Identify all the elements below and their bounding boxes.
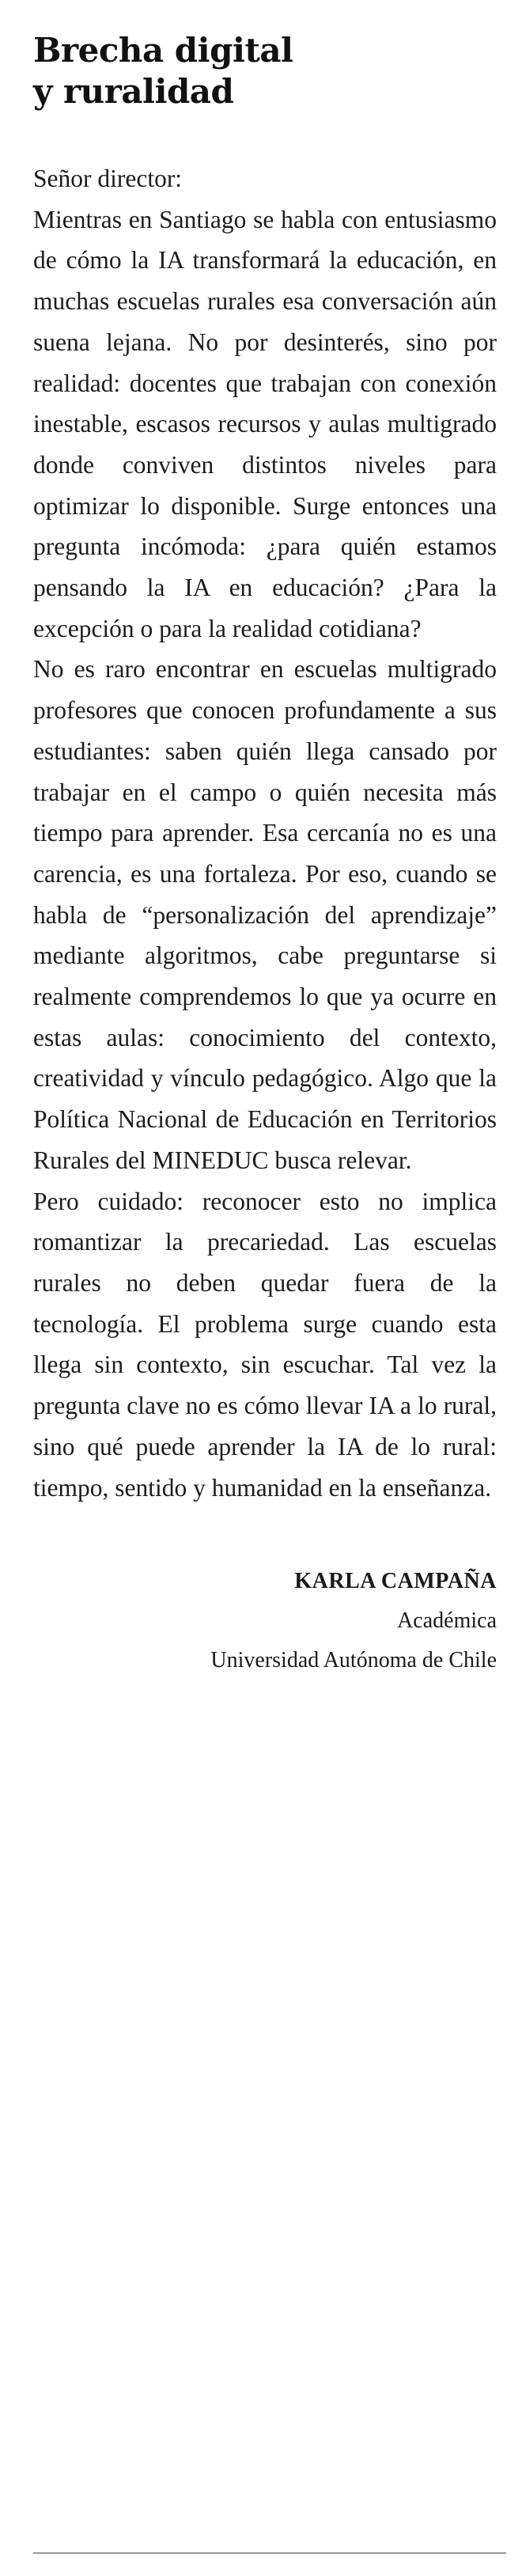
author-role: Académica [397, 1608, 497, 1634]
letter-title [33, 30, 497, 112]
bottom-divider [33, 2552, 506, 2554]
signature-block [33, 1562, 497, 1680]
salutation: Señor director: [33, 165, 183, 192]
paragraph-1: Mientras en Santiago se habla con entusiasmo de cómo la IA transformará la educación, en muchas escuelas rurales esa conversación aún suena lejana. No por desinterés, sino por realidad: docentes que trabajan con conexión inestable, escasos recursos y aulas multigrado donde conviven distintos niveles para optimizar lo disponible. Surge entonces una pregunta incómoda: ¿para quién estamos pensando la IA en educación? ¿Para la excepción o para la realidad cotidiana? [33, 205, 497, 642]
author-institution: Universidad Autónoma de Chile [210, 1648, 497, 1673]
paragraph-2: No es raro encontrar en escuelas multigrado profesores que conocen profundamente a sus estudiantes: saben quién llega cansado por trabajar en el campo o quién necesita más tiempo para aprender. Esa cercanía no es una carencia, es una fortaleza. Por eso, cuando se habla de “personalización del aprendizaje” mediante algoritmos, cabe preguntarse si realmente comprendemos lo que ya ocurre en estas aulas: conocimiento del contexto, creatividad y vínculo pedagógico. Algo que la Política Nacional de Educación en Territorios Rurales del MINEDUC busca relevar. [33, 655, 497, 1174]
letter-article [33, 30, 497, 1680]
title-line-1: Brecha digital [33, 31, 293, 70]
author-name: KARLA CAMPAÑA [294, 1569, 497, 1594]
title-line-2: y ruralidad [33, 72, 234, 111]
paragraph-3: Pero cuidado: reconocer esto no implica romantizar la precariedad. Las escuelas rurales no deben quedar fuera de la tecnología. El problema surge cuando esta llega sin contexto, sin escuchar. Tal vez la pregunta clave no es cómo llevar IA a lo rural, sino qué puede aprender la IA de lo rural: tiempo, sentido y humanidad en la enseñanza. [33, 1187, 497, 1502]
letter-body [33, 158, 497, 1508]
